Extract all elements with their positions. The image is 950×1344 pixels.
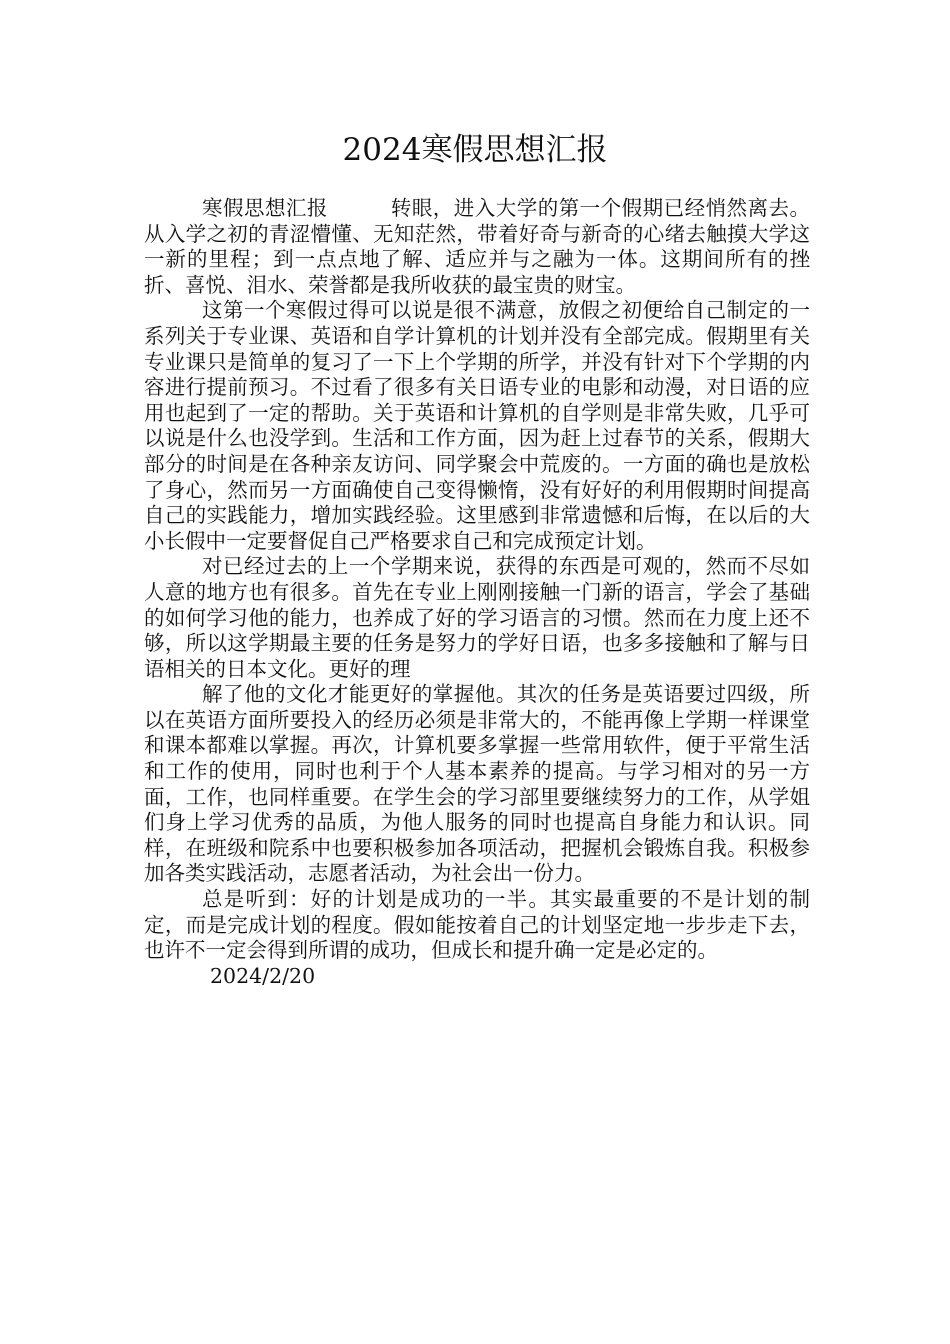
- document-date: 2024/2/20: [210, 963, 316, 988]
- paragraph-intro: 寒假思想汇报 转眼，进入大学的第一个假期已经悄然离去。从入学之初的青涩懵懂、无知茫然，带着好奇与新奇的心绪去触摸大学这一新的里程；到一点点地了解、适应并与之融为一体。这期间所有的挫折、喜悦、泪水、荣誉都是我所收获的最宝贵的财宝。: [144, 196, 810, 297]
- document-title: 2024寒假思想汇报: [342, 132, 608, 168]
- paragraph-last-semester: 对已经过去的上一个学期来说，获得的东西是可观的，然而不尽如人意的地方也有很多。首先在专业上刚刚接触一门新的语言，学会了基础的如何学习他的能力，也养成了好的学习语言的习惯。然而在力度上还不够，所以这学期最主要的任务是努力的学好日语，也多多接触和了解与日语相关的日本文化。更好的理: [144, 554, 810, 681]
- paragraph-tasks: 解了他的文化才能更好的掌握他。其次的任务是英语要过四级，所以在英语方面所要投入的经历必须是非常大的，不能再像上学期一样课堂和课本都难以掌握。再次，计算机要多掌握一些常用软件，便于平常生活和工作的使用，同时也利于个人基本素养的提高。与学习相对的另一方面，工作，也同样重要。在学生会的学习部里要继续努力的工作，从学姐们身上学习优秀的品质，为他人服务的同时也提高自身能力和认识。同样，在班级和院系中也要积极参加各项活动，把握机会锻炼自我。积极参加各类实践活动，志愿者活动，为社会出一份力。: [144, 682, 810, 886]
- document-body: [144, 196, 810, 989]
- paragraph-winter-break: 这第一个寒假过得可以说是很不满意，放假之初便给自己制定的一系列关于专业课、英语和自学计算机的计划并没有全部完成。假期里有关专业课只是简单的复习了一下上个学期的所学，并没有针对下个学期的内容进行提前预习。不过看了很多有关日语专业的电影和动漫，对日语的应用也起到了一定的帮助。关于英语和计算机的自学则是非常失败，几乎可以说是什么也没学到。生活和工作方面，因为赶上过春节的关系，假期大部分的时间是在各种亲友访问、同学聚会中荒废的。一方面的确也是放松了身心，然而另一方面确使自己变得懒惰，没有好好的利用假期时间提高自己的实践能力，增加实践经验。这里感到非常遗憾和后悔，在以后的大小长假中一定要督促自己严格要求自己和完成预定计划。: [144, 298, 810, 553]
- paragraph-conclusion: 总是听到：好的计划是成功的一半。其实最重要的不是计划的制定，而是完成计划的程度。假如能按着自己的计划坚定地一步步走下去，也许不一定会得到所谓的成功，但成长和提升确一定是必定的。: [144, 887, 810, 963]
